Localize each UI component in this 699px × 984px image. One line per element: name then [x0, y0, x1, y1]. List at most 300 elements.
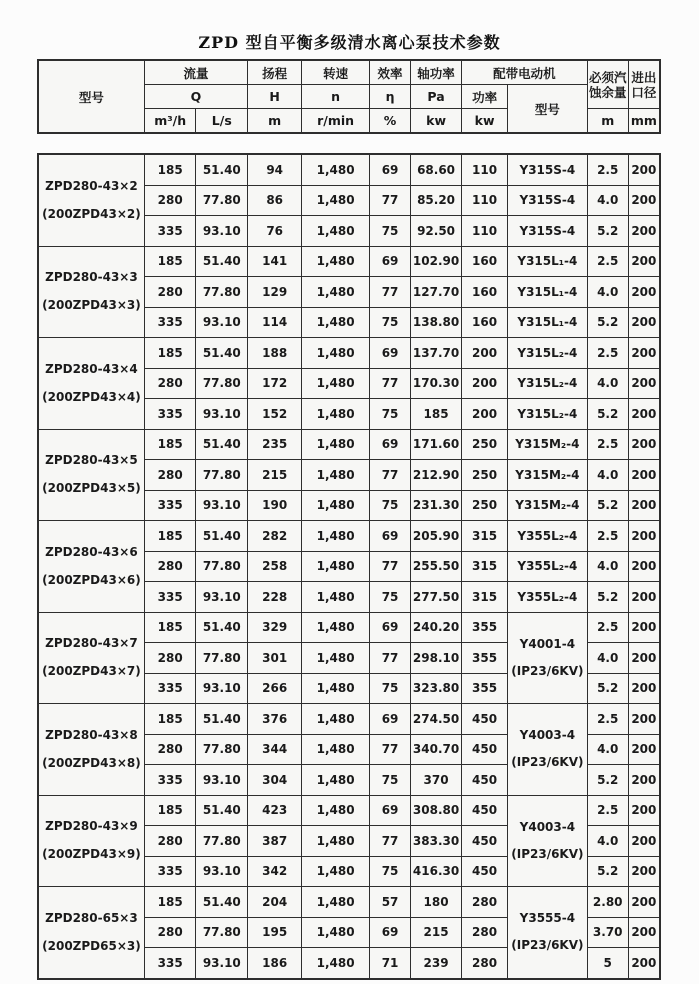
cell-motor-power: 160	[462, 307, 508, 338]
cell-npsh: 2.5	[587, 704, 628, 735]
cell-head: 195	[248, 917, 302, 948]
cell-motor-model: Y315M₂-4	[508, 429, 588, 460]
cell-head: 190	[248, 490, 302, 521]
cell-head: 329	[248, 612, 302, 643]
cell-port: 200	[628, 734, 660, 765]
cell-flow-ls: 93.10	[196, 399, 248, 430]
table-row	[38, 429, 660, 460]
table-row	[38, 246, 660, 277]
cell-motor-power: 250	[462, 460, 508, 491]
cell-npsh: 4.0	[587, 551, 628, 582]
cell-motor-model	[508, 704, 588, 796]
cell-motor-power: 355	[462, 643, 508, 674]
cell-motor-power: 450	[462, 765, 508, 796]
cell-port: 200	[628, 338, 660, 369]
cell-shaft-power: 138.80	[411, 307, 462, 338]
cell-head: 235	[248, 429, 302, 460]
cell-port: 200	[628, 673, 660, 704]
pump-model-alt: (200ZPD43×5)	[42, 481, 141, 496]
cell-head: 94	[248, 154, 302, 185]
cell-flow-m3h: 280	[144, 917, 196, 948]
cell-speed: 1,480	[302, 551, 370, 582]
cell-speed: 1,480	[302, 429, 370, 460]
cell-flow-m3h: 335	[144, 307, 196, 338]
motor-model-protection: (IP23/6KV)	[511, 663, 584, 678]
cell-efficiency: 75	[370, 582, 411, 613]
cell-shaft-power: 127.70	[411, 277, 462, 308]
cell-motor-model: Y315S-4	[508, 154, 588, 185]
cell-efficiency: 75	[370, 216, 411, 247]
cell-port: 200	[628, 704, 660, 735]
cell-port: 200	[628, 307, 660, 338]
cell-port: 200	[628, 490, 660, 521]
cell-shaft-power: 340.70	[411, 734, 462, 765]
cell-npsh: 2.5	[587, 795, 628, 826]
cell-speed: 1,480	[302, 704, 370, 735]
cell-motor-model: Y355L₂-4	[508, 521, 588, 552]
cell-port: 200	[628, 643, 660, 674]
cell-motor-model	[508, 887, 588, 979]
header-head-group: 扬程	[248, 60, 302, 85]
cell-motor-model	[508, 795, 588, 887]
cell-efficiency: 77	[370, 460, 411, 491]
header-port-line1: 进出	[631, 69, 657, 85]
spec-table-body	[38, 154, 660, 979]
table-row	[38, 521, 660, 552]
cell-flow-m3h: 335	[144, 856, 196, 887]
cell-flow-m3h: 335	[144, 765, 196, 796]
cell-shaft-power: 102.90	[411, 246, 462, 277]
table-row	[38, 704, 660, 735]
cell-head: 129	[248, 277, 302, 308]
cell-efficiency: 69	[370, 338, 411, 369]
cell-head: 376	[248, 704, 302, 735]
cell-efficiency: 77	[370, 551, 411, 582]
cell-npsh: 4.0	[587, 185, 628, 216]
header-motor-model: 型号	[508, 85, 588, 134]
cell-efficiency: 75	[370, 399, 411, 430]
cell-npsh: 5.2	[587, 307, 628, 338]
cell-shaft-power: 185	[411, 399, 462, 430]
pump-model: ZPD280-43×3	[45, 270, 138, 285]
header-speed-symbol: n	[302, 85, 370, 109]
header-port	[628, 60, 660, 109]
cell-motor-power: 110	[462, 185, 508, 216]
cell-flow-m3h: 185	[144, 429, 196, 460]
pump-model-alt: (200ZPD43×9)	[42, 847, 141, 862]
header-flow-symbol: Q	[144, 85, 247, 109]
cell-efficiency: 69	[370, 795, 411, 826]
cell-flow-m3h: 185	[144, 612, 196, 643]
table-row	[38, 338, 660, 369]
cell-head: 188	[248, 338, 302, 369]
header-efficiency-symbol: η	[370, 85, 411, 109]
pump-model-alt: (200ZPD43×7)	[42, 664, 141, 679]
cell-shaft-power: 205.90	[411, 521, 462, 552]
cell-head: 86	[248, 185, 302, 216]
pump-model: ZPD280-43×2	[45, 178, 138, 193]
cell-speed: 1,480	[302, 490, 370, 521]
cell-flow-m3h: 335	[144, 582, 196, 613]
cell-flow-m3h: 335	[144, 490, 196, 521]
cell-npsh: 4.0	[587, 277, 628, 308]
cell-flow-ls: 93.10	[196, 765, 248, 796]
cell-speed: 1,480	[302, 612, 370, 643]
cell-motor-power: 450	[462, 734, 508, 765]
cell-npsh: 4.0	[587, 368, 628, 399]
model-cell	[38, 795, 144, 887]
motor-model-protection: (IP23/6KV)	[511, 755, 584, 770]
header-npsh-line1: 必须汽	[588, 69, 627, 85]
cell-flow-m3h: 280	[144, 734, 196, 765]
motor-model-protection: (IP23/6KV)	[511, 938, 584, 953]
cell-shaft-power: 298.10	[411, 643, 462, 674]
cell-npsh: 2.5	[587, 338, 628, 369]
cell-efficiency: 77	[370, 185, 411, 216]
cell-port: 200	[628, 216, 660, 247]
cell-head: 423	[248, 795, 302, 826]
cell-speed: 1,480	[302, 643, 370, 674]
cell-flow-ls: 77.80	[196, 368, 248, 399]
cell-flow-ls: 93.10	[196, 216, 248, 247]
cell-shaft-power: 255.50	[411, 551, 462, 582]
cell-port: 200	[628, 917, 660, 948]
cell-efficiency: 77	[370, 734, 411, 765]
cell-motor-power: 450	[462, 826, 508, 857]
cell-motor-power: 315	[462, 551, 508, 582]
cell-flow-ls: 93.10	[196, 490, 248, 521]
header-npsh-line2: 蚀余量	[588, 84, 627, 100]
cell-flow-m3h: 280	[144, 551, 196, 582]
cell-motor-power: 200	[462, 399, 508, 430]
cell-flow-ls: 51.40	[196, 887, 248, 918]
cell-shaft-power: 308.80	[411, 795, 462, 826]
model-cell	[38, 521, 144, 613]
cell-npsh: 2.5	[587, 521, 628, 552]
cell-motor-power: 280	[462, 887, 508, 918]
pump-model-alt: (200ZPD43×4)	[42, 389, 141, 404]
cell-shaft-power: 277.50	[411, 582, 462, 613]
cell-shaft-power: 137.70	[411, 338, 462, 369]
cell-head: 282	[248, 521, 302, 552]
cell-flow-ls: 51.40	[196, 612, 248, 643]
cell-flow-ls: 51.40	[196, 429, 248, 460]
model-cell	[38, 154, 144, 246]
cell-efficiency: 69	[370, 429, 411, 460]
header-unit-speed: r/min	[302, 109, 370, 134]
cell-npsh: 2.5	[587, 154, 628, 185]
cell-speed: 1,480	[302, 765, 370, 796]
cell-port: 200	[628, 612, 660, 643]
cell-flow-m3h: 280	[144, 185, 196, 216]
spec-header-table	[37, 59, 661, 134]
cell-head: 258	[248, 551, 302, 582]
pump-model: ZPD280-43×8	[45, 727, 138, 742]
motor-model: Y4001-4	[519, 636, 576, 651]
cell-motor-model: Y315L₂-4	[508, 399, 588, 430]
cell-shaft-power: 274.50	[411, 704, 462, 735]
cell-flow-ls: 51.40	[196, 338, 248, 369]
cell-motor-model: Y315L₂-4	[508, 338, 588, 369]
cell-efficiency: 71	[370, 948, 411, 979]
model-cell	[38, 429, 144, 521]
model-cell	[38, 338, 144, 430]
cell-npsh: 5.2	[587, 765, 628, 796]
cell-head: 114	[248, 307, 302, 338]
cell-head: 301	[248, 643, 302, 674]
cell-flow-ls: 51.40	[196, 246, 248, 277]
cell-port: 200	[628, 460, 660, 491]
cell-head: 141	[248, 246, 302, 277]
cell-speed: 1,480	[302, 795, 370, 826]
cell-motor-power: 280	[462, 917, 508, 948]
cell-efficiency: 75	[370, 307, 411, 338]
cell-flow-m3h: 335	[144, 399, 196, 430]
cell-npsh: 4.0	[587, 734, 628, 765]
cell-flow-ls: 77.80	[196, 277, 248, 308]
cell-efficiency: 69	[370, 917, 411, 948]
cell-efficiency: 75	[370, 856, 411, 887]
cell-port: 200	[628, 368, 660, 399]
cell-npsh: 3.70	[587, 917, 628, 948]
cell-flow-ls: 93.10	[196, 582, 248, 613]
cell-flow-ls: 77.80	[196, 551, 248, 582]
cell-head: 76	[248, 216, 302, 247]
cell-motor-model: Y315S-4	[508, 185, 588, 216]
cell-motor-power: 110	[462, 216, 508, 247]
cell-flow-m3h: 185	[144, 521, 196, 552]
cell-npsh: 2.5	[587, 246, 628, 277]
cell-flow-ls: 93.10	[196, 307, 248, 338]
header-unit-npsh: m	[587, 109, 628, 134]
cell-motor-model: Y315M₂-4	[508, 460, 588, 491]
spec-data-table	[37, 153, 661, 980]
cell-flow-m3h: 280	[144, 826, 196, 857]
cell-shaft-power: 240.20	[411, 612, 462, 643]
cell-flow-ls: 93.10	[196, 673, 248, 704]
header-flow-group: 流量	[144, 60, 247, 85]
cell-speed: 1,480	[302, 582, 370, 613]
cell-flow-ls: 77.80	[196, 643, 248, 674]
cell-head: 344	[248, 734, 302, 765]
motor-model: Y3555-4	[519, 911, 576, 926]
cell-shaft-power: 171.60	[411, 429, 462, 460]
cell-shaft-power: 170.30	[411, 368, 462, 399]
cell-npsh: 5.2	[587, 582, 628, 613]
model-cell	[38, 612, 144, 704]
cell-shaft-power: 239	[411, 948, 462, 979]
cell-speed: 1,480	[302, 673, 370, 704]
model-cell	[38, 887, 144, 979]
header-efficiency-group: 效率	[370, 60, 411, 85]
header-unit-efficiency: %	[370, 109, 411, 134]
cell-head: 228	[248, 582, 302, 613]
cell-port: 200	[628, 154, 660, 185]
table-row	[38, 887, 660, 918]
pump-model: ZPD280-43×6	[45, 544, 138, 559]
cell-flow-ls: 93.10	[196, 948, 248, 979]
model-cell	[38, 704, 144, 796]
cell-flow-m3h: 185	[144, 795, 196, 826]
cell-speed: 1,480	[302, 887, 370, 918]
header-shaft-power-symbol: Pa	[411, 85, 462, 109]
cell-npsh: 4.0	[587, 643, 628, 674]
cell-port: 200	[628, 856, 660, 887]
cell-npsh: 5.2	[587, 216, 628, 247]
cell-speed: 1,480	[302, 826, 370, 857]
cell-motor-power: 280	[462, 948, 508, 979]
cell-speed: 1,480	[302, 399, 370, 430]
cell-efficiency: 57	[370, 887, 411, 918]
cell-head: 152	[248, 399, 302, 430]
header-row-groups	[38, 60, 660, 85]
cell-efficiency: 69	[370, 612, 411, 643]
header-unit-motor-power: kw	[462, 109, 508, 134]
cell-npsh: 2.5	[587, 612, 628, 643]
cell-motor-power: 160	[462, 277, 508, 308]
cell-efficiency: 77	[370, 643, 411, 674]
header-shaft-power-group: 轴功率	[411, 60, 462, 85]
cell-motor-model: Y355L₂-4	[508, 551, 588, 582]
cell-shaft-power: 383.30	[411, 826, 462, 857]
cell-npsh: 5	[587, 948, 628, 979]
cell-port: 200	[628, 948, 660, 979]
cell-port: 200	[628, 277, 660, 308]
cell-shaft-power: 68.60	[411, 154, 462, 185]
cell-port: 200	[628, 246, 660, 277]
cell-speed: 1,480	[302, 277, 370, 308]
header-unit-shaft-power: kw	[411, 109, 462, 134]
cell-motor-power: 250	[462, 490, 508, 521]
cell-npsh: 5.2	[587, 856, 628, 887]
cell-flow-m3h: 335	[144, 948, 196, 979]
cell-shaft-power: 416.30	[411, 856, 462, 887]
cell-motor-power: 450	[462, 856, 508, 887]
cell-shaft-power: 180	[411, 887, 462, 918]
motor-model-protection: (IP23/6KV)	[511, 846, 584, 861]
cell-speed: 1,480	[302, 368, 370, 399]
cell-flow-ls: 93.10	[196, 856, 248, 887]
cell-motor-power: 110	[462, 154, 508, 185]
cell-npsh: 4.0	[587, 460, 628, 491]
header-unit-m3h: m³/h	[144, 109, 196, 134]
model-cell	[38, 246, 144, 338]
pump-model-alt: (200ZPD43×6)	[42, 572, 141, 587]
table-row	[38, 795, 660, 826]
cell-motor-model: Y355L₂-4	[508, 582, 588, 613]
cell-head: 204	[248, 887, 302, 918]
cell-speed: 1,480	[302, 216, 370, 247]
cell-port: 200	[628, 551, 660, 582]
header-unit-port: mm	[628, 109, 660, 134]
cell-efficiency: 77	[370, 826, 411, 857]
cell-shaft-power: 92.50	[411, 216, 462, 247]
cell-motor-power: 200	[462, 368, 508, 399]
cell-motor-model: Y315L₂-4	[508, 368, 588, 399]
motor-model: Y4003-4	[519, 728, 576, 743]
cell-speed: 1,480	[302, 338, 370, 369]
cell-speed: 1,480	[302, 856, 370, 887]
cell-efficiency: 75	[370, 765, 411, 796]
cell-port: 200	[628, 521, 660, 552]
cell-shaft-power: 370	[411, 765, 462, 796]
cell-flow-m3h: 185	[144, 246, 196, 277]
cell-head: 342	[248, 856, 302, 887]
cell-port: 200	[628, 826, 660, 857]
cell-motor-power: 250	[462, 429, 508, 460]
cell-flow-m3h: 280	[144, 368, 196, 399]
cell-port: 200	[628, 429, 660, 460]
cell-flow-m3h: 280	[144, 643, 196, 674]
cell-shaft-power: 212.90	[411, 460, 462, 491]
cell-motor-power: 355	[462, 673, 508, 704]
header-unit-ls: L/s	[196, 109, 248, 134]
cell-speed: 1,480	[302, 948, 370, 979]
cell-efficiency: 69	[370, 246, 411, 277]
pump-model-alt: (200ZPD43×3)	[42, 298, 141, 313]
cell-shaft-power: 231.30	[411, 490, 462, 521]
cell-flow-ls: 51.40	[196, 521, 248, 552]
pump-model: ZPD280-65×3	[45, 910, 138, 925]
pump-model: ZPD280-43×9	[45, 819, 138, 834]
cell-port: 200	[628, 185, 660, 216]
cell-flow-m3h: 185	[144, 704, 196, 735]
cell-flow-m3h: 335	[144, 673, 196, 704]
cell-motor-power: 355	[462, 612, 508, 643]
cell-speed: 1,480	[302, 521, 370, 552]
cell-flow-ls: 51.40	[196, 795, 248, 826]
cell-efficiency: 75	[370, 673, 411, 704]
cell-efficiency: 77	[370, 277, 411, 308]
header-unit-head: m	[248, 109, 302, 134]
cell-speed: 1,480	[302, 307, 370, 338]
cell-flow-ls: 51.40	[196, 154, 248, 185]
cell-speed: 1,480	[302, 917, 370, 948]
header-motor-power: 功率	[462, 85, 508, 109]
cell-speed: 1,480	[302, 246, 370, 277]
cell-shaft-power: 323.80	[411, 673, 462, 704]
cell-flow-m3h: 185	[144, 887, 196, 918]
cell-port: 200	[628, 582, 660, 613]
pump-model: ZPD280-43×4	[45, 361, 138, 376]
cell-motor-model: Y315L₁-4	[508, 277, 588, 308]
cell-speed: 1,480	[302, 154, 370, 185]
cell-flow-ls: 51.40	[196, 704, 248, 735]
cell-efficiency: 69	[370, 154, 411, 185]
header-motor-group: 配带电动机	[462, 60, 588, 85]
cell-flow-ls: 77.80	[196, 917, 248, 948]
cell-flow-m3h: 185	[144, 154, 196, 185]
header-head-symbol: H	[248, 85, 302, 109]
cell-port: 200	[628, 399, 660, 430]
cell-head: 172	[248, 368, 302, 399]
cell-efficiency: 69	[370, 704, 411, 735]
cell-flow-m3h: 185	[144, 338, 196, 369]
cell-flow-m3h: 280	[144, 460, 196, 491]
cell-npsh: 5.2	[587, 399, 628, 430]
cell-shaft-power: 215	[411, 917, 462, 948]
cell-shaft-power: 85.20	[411, 185, 462, 216]
pump-model-alt: (200ZPD65×3)	[42, 938, 141, 953]
cell-flow-ls: 77.80	[196, 826, 248, 857]
cell-npsh: 4.0	[587, 826, 628, 857]
cell-head: 266	[248, 673, 302, 704]
cell-npsh: 5.2	[587, 490, 628, 521]
cell-motor-power: 450	[462, 704, 508, 735]
cell-speed: 1,480	[302, 734, 370, 765]
cell-port: 200	[628, 887, 660, 918]
cell-flow-m3h: 335	[144, 216, 196, 247]
